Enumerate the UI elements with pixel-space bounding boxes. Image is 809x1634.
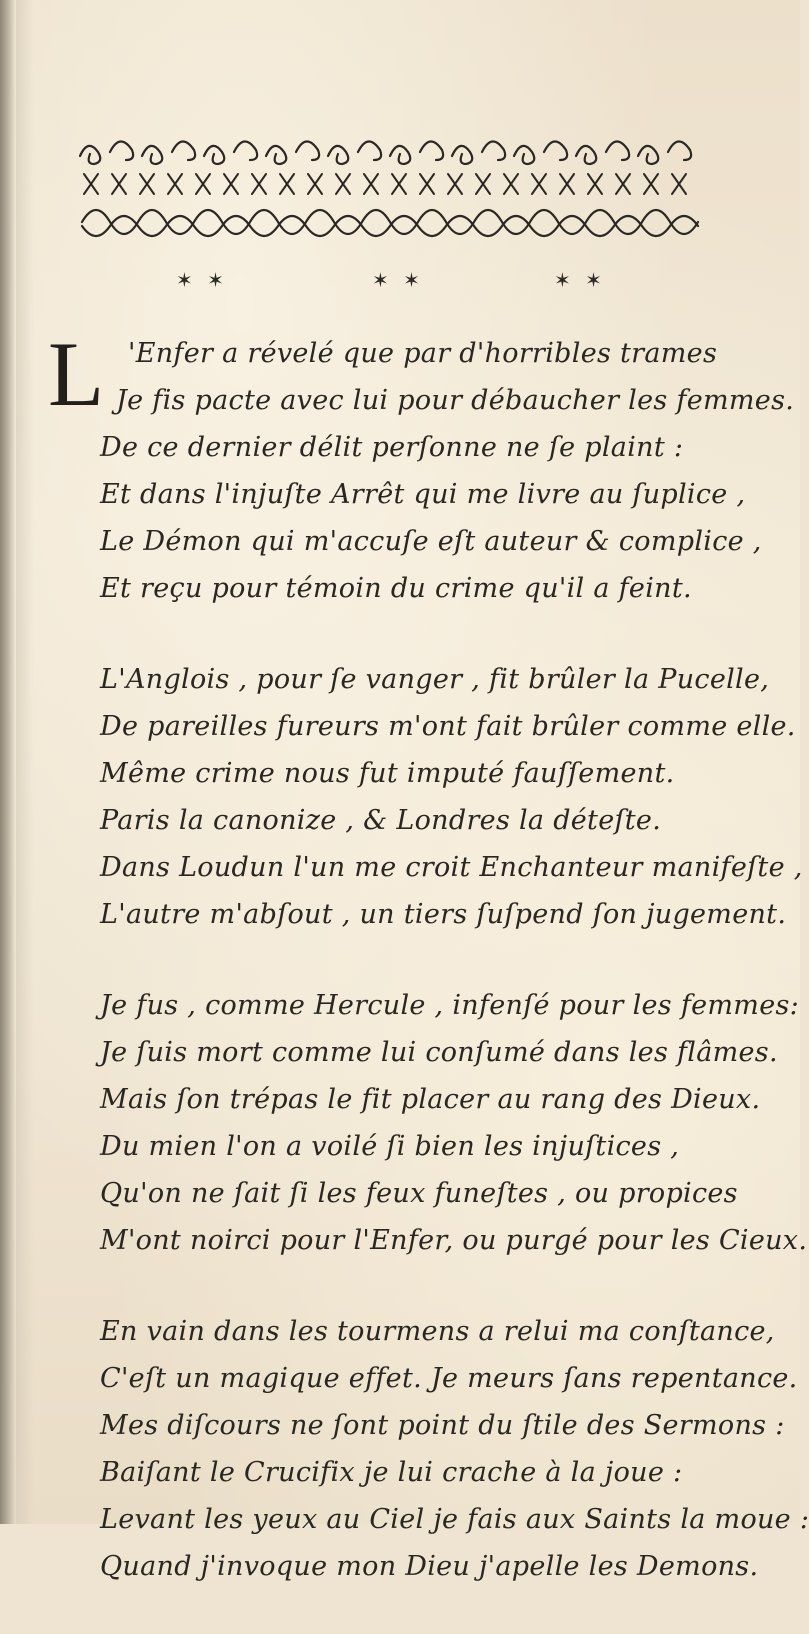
verse-line: Même crime nous fut imputé fauſſement. (100, 758, 675, 789)
page-shadow (16, 0, 34, 1524)
verse-line: Je ſuis mort comme lui conſumé dans les flâmes. (100, 1037, 778, 1068)
stanza-2 (100, 656, 803, 938)
floral-border-ornament (76, 126, 712, 246)
verse-line: De ce dernier délit perſonne ne ſe plaint : (100, 432, 684, 463)
star-cluster: ✶ ✶ (372, 268, 424, 292)
drop-cap: L (48, 323, 105, 425)
verse-line: Qu'on ne ſait ſi les feux funeſtes , ou propices (100, 1178, 738, 1209)
poem-text (48, 323, 809, 1634)
stanza-4 (100, 1308, 809, 1590)
stanza-3 (100, 982, 808, 1264)
verse-line: C'eſt un magique effet. Je meurs ſans repentance. (100, 1363, 798, 1394)
verse-line: Quand j'invoque mon Dieu j'apelle les Demons. (100, 1551, 759, 1582)
verse-line: Et dans l'injuſte Arrêt qui me livre au ſuplice , (100, 479, 746, 510)
verse-line: Et reçu pour témoin du crime qu'il a feint. (100, 573, 692, 604)
star-cluster: ✶ ✶ (554, 268, 606, 292)
verse-line: M'ont noirci pour l'Enfer, ou purgé pour les Cieux. (100, 1225, 808, 1256)
verse-line: Je fus , comme Hercule , infenſé pour les femmes: (100, 990, 800, 1021)
verse-line: Levant les yeux au Ciel je fais aux Saints la moue : (100, 1504, 809, 1535)
verse-line: Je fis pacte avec lui pour débaucher les femmes. (116, 385, 795, 416)
verse-line: Mais ſon trépas le fit placer au rang des Dieux. (100, 1084, 761, 1115)
verse-line: 'Enfer a révelé que par d'horribles trames (128, 338, 718, 369)
verse-line: Du mien l'on a voilé ſi bien les injuſtices , (100, 1131, 680, 1162)
verse-line: Paris la canonize , & Londres la déteſte. (100, 805, 662, 836)
verse-line: Baiſant le Crucifix je lui crache à la joue : (100, 1457, 683, 1488)
stanza-1 (48, 323, 795, 612)
verse-line: En vain dans les tourmens a relui ma conſtance, (100, 1316, 775, 1347)
verse-line: Mes diſcours ne ſont point du ſtile des Sermons : (100, 1410, 785, 1441)
verse-line: De pareilles fureurs m'ont fait brûler comme elle. (100, 711, 796, 742)
page-binding-edge (0, 0, 16, 1524)
star-divider (0, 268, 800, 316)
verse-line: L'autre m'abſout , un tiers ſuſpend ſon jugement. (100, 899, 787, 930)
verse-line: Dans Loudun l'un me croit Enchanteur manifeſte , (100, 852, 803, 883)
verse-line: L'Anglois , pour ſe vanger , fit brûler la Pucelle, (100, 664, 770, 695)
star-cluster: ✶ ✶ (176, 268, 228, 292)
verse-line: Le Démon qui m'accuſe eſt auteur & complice , (100, 526, 762, 557)
